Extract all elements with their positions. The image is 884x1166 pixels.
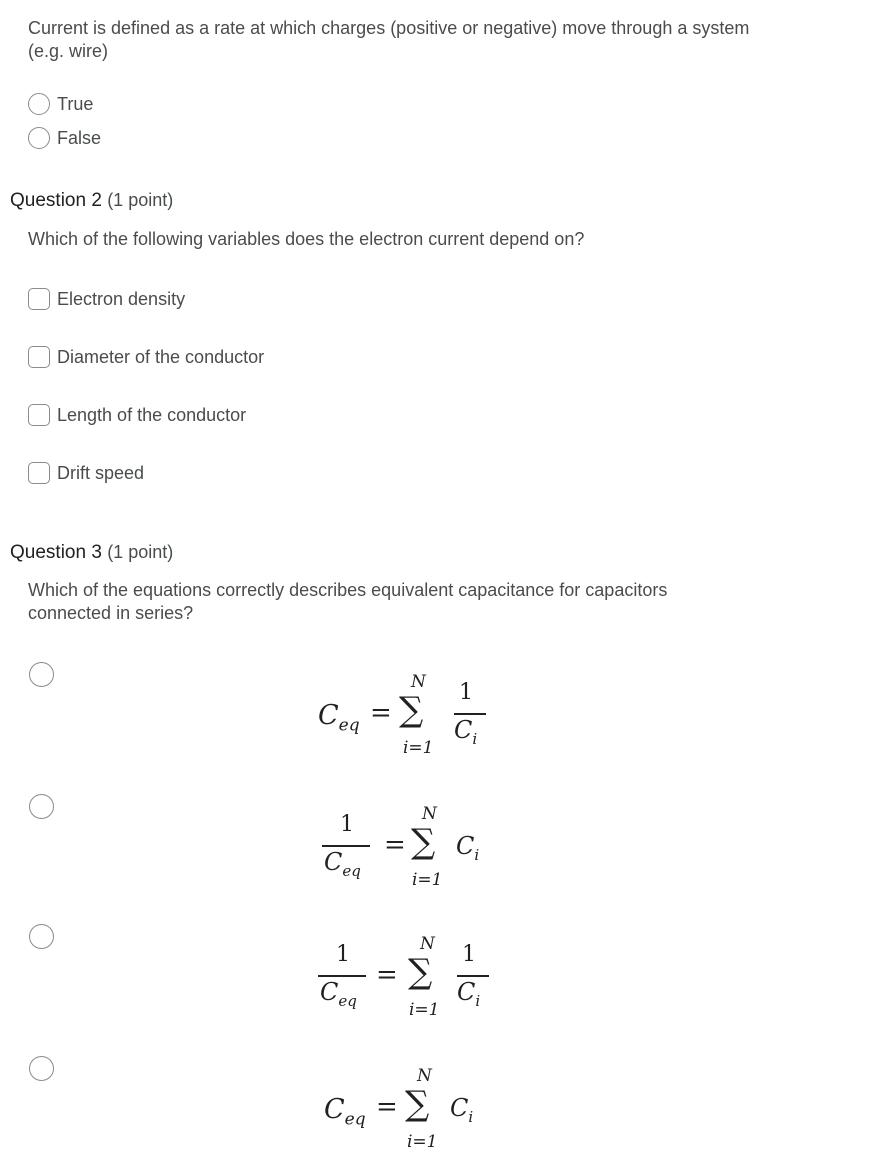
- radio-button[interactable]: [29, 794, 54, 819]
- question3-header: [10, 542, 173, 564]
- option-label: Diameter of the conductor: [57, 347, 265, 367]
- q3-option-4[interactable]: [29, 1054, 61, 1082]
- q2-option-length[interactable]: [28, 401, 246, 429]
- option-label: True: [57, 94, 94, 114]
- question-title: Question 3: [10, 542, 102, 563]
- radio-button[interactable]: [28, 127, 50, 149]
- checkbox[interactable]: [28, 288, 50, 310]
- q1-option-false[interactable]: [28, 124, 101, 152]
- option-label: Drift speed: [57, 463, 145, 483]
- checkbox[interactable]: [28, 404, 50, 426]
- q2-option-diameter[interactable]: [28, 343, 264, 371]
- question2-text: Which of the following variables does the electron current depend on?: [28, 229, 585, 249]
- radio-button[interactable]: [29, 1056, 54, 1081]
- radio-button[interactable]: [29, 924, 54, 949]
- question-points: (1 point): [107, 542, 174, 562]
- q1-option-true[interactable]: [28, 90, 93, 118]
- question2-header: [10, 190, 173, 212]
- option-label: False: [57, 128, 102, 148]
- lhs: $C_{eq}$: [318, 700, 360, 736]
- radio-button[interactable]: [29, 662, 54, 687]
- question1-text: Current is defined as a rate at which charges (positive or negative) move through a system (e.g. wire): [28, 18, 750, 61]
- checkbox[interactable]: [28, 346, 50, 368]
- q3-option-1[interactable]: [29, 660, 61, 688]
- q3-option-3[interactable]: [29, 922, 61, 950]
- option-label: Electron density: [57, 289, 186, 309]
- q2-option-drift-speed[interactable]: [28, 459, 144, 487]
- q3-option-2[interactable]: [29, 792, 61, 820]
- option-label: Length of the conductor: [57, 405, 247, 425]
- question-points: (1 point): [107, 190, 174, 210]
- q2-option-electron-density[interactable]: [28, 285, 185, 313]
- question-title: Question 2: [10, 190, 102, 211]
- radio-button[interactable]: [28, 93, 50, 115]
- question3-text: Which of the equations correctly describes equivalent capacitance for capacitors connected in series?: [28, 580, 668, 623]
- checkbox[interactable]: [28, 462, 50, 484]
